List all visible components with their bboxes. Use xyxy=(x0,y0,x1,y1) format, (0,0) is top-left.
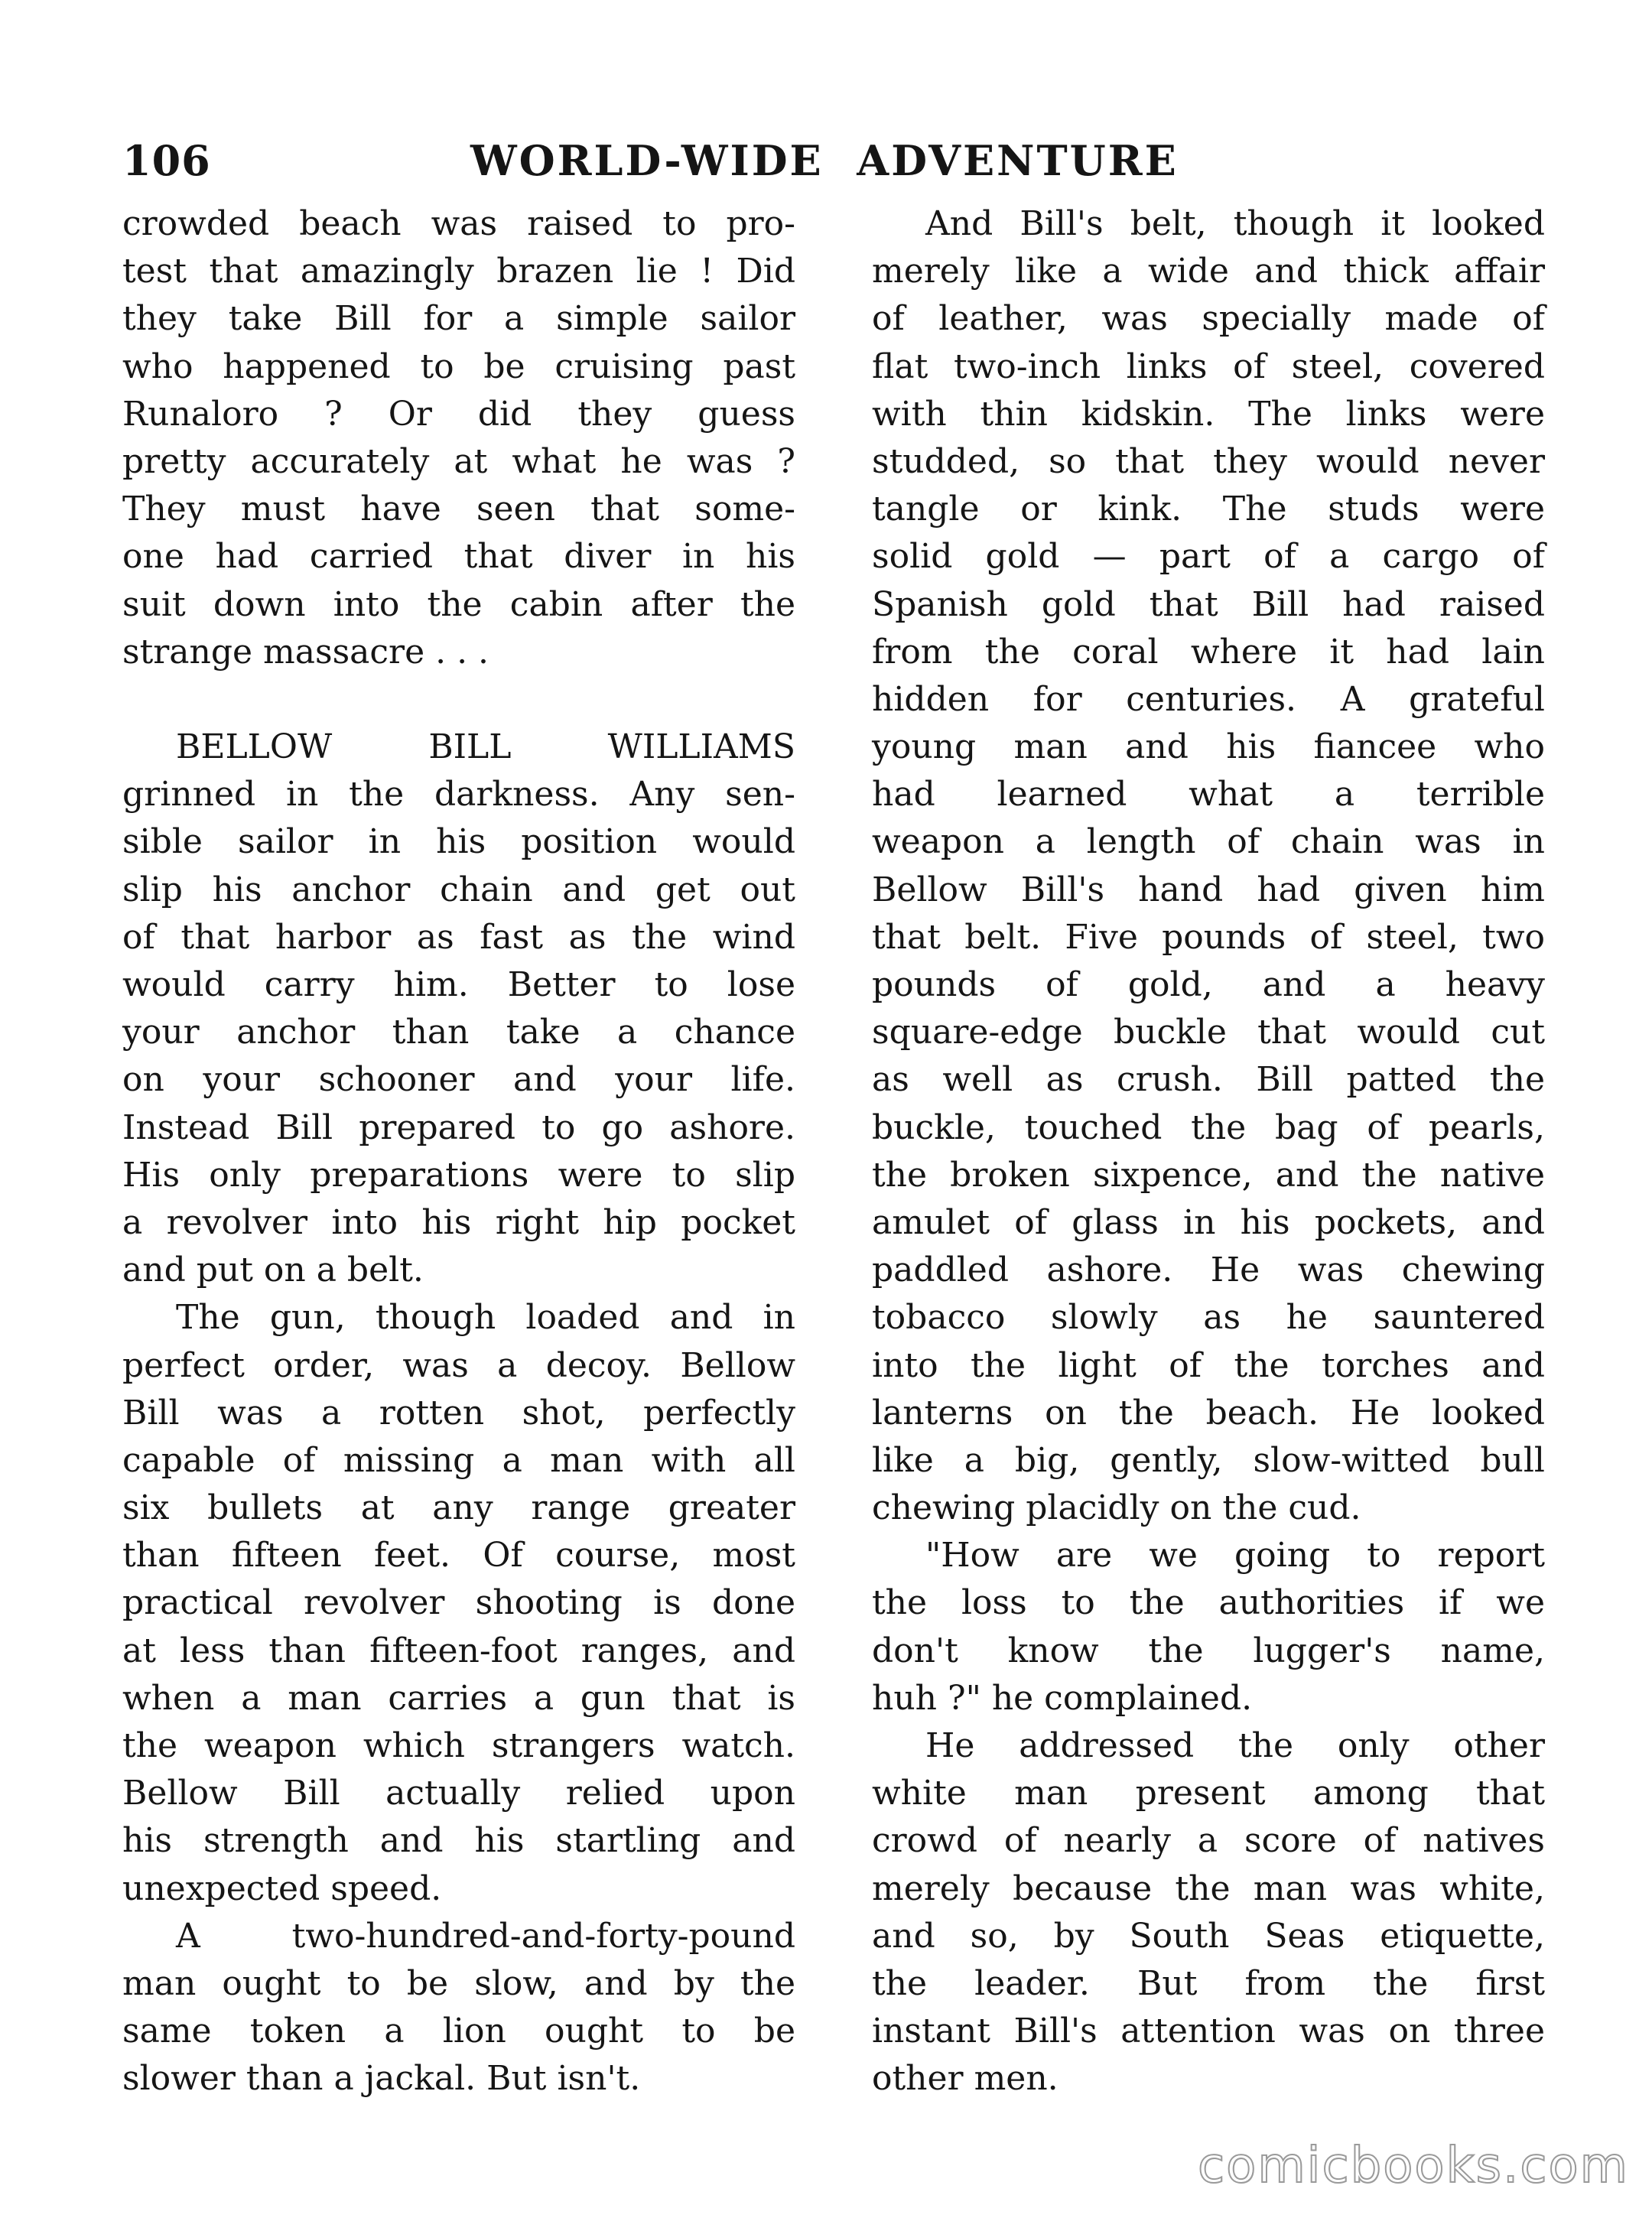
text-line: Bellow Bill actually relied upon xyxy=(122,1774,795,1813)
text-line: And Bill's belt, though it looked xyxy=(925,204,1545,243)
text-line: his strength and his startling and xyxy=(122,1821,795,1861)
text-line: your anchor than take a chance xyxy=(122,1013,795,1052)
text-line: white man present among that xyxy=(872,1774,1545,1813)
text-line: would carry him. Better to lose xyxy=(122,965,795,1004)
text-line: instant Bill's attention was on three xyxy=(872,2011,1545,2051)
text-line: a revolver into his right hip pocket xyxy=(122,1202,795,1242)
text-line: grinned in the darkness. Any sen- xyxy=(122,775,795,815)
text-line: A two-hundred-and-forty-pound xyxy=(176,1916,795,1956)
text-line: into the light of the torches and xyxy=(872,1345,1545,1385)
text-line: like a big, gently, slow-witted bull xyxy=(872,1440,1545,1480)
text-line: practical revolver shooting is done xyxy=(122,1583,795,1623)
text-line: huh ?" he complained. xyxy=(872,1678,1253,1718)
text-line: He addressed the only other xyxy=(925,1726,1545,1765)
text-line: pounds of gold, and a heavy xyxy=(872,965,1545,1004)
page-number: 106 xyxy=(122,136,211,185)
text-line: and put on a belt. xyxy=(122,1250,424,1290)
text-line: lanterns on the beach. He looked xyxy=(872,1393,1545,1433)
text-line: the leader. But from the first xyxy=(872,1963,1545,2003)
text-line: perfect order, was a decoy. Bellow xyxy=(122,1345,795,1385)
text-line: chewing placidly on the cud. xyxy=(872,1488,1361,1528)
text-line: other men. xyxy=(872,2059,1059,2099)
page-header xyxy=(122,136,1178,197)
text-line: from the coral where it had lain xyxy=(872,632,1545,672)
text-line: crowded beach was raised to pro- xyxy=(122,204,795,243)
text-line: slower than a jackal. But isn't. xyxy=(122,2059,641,2099)
text-line: of leather, was specially made of xyxy=(872,299,1545,339)
text-line: with thin kidskin. The links were xyxy=(872,394,1545,434)
text-line: strange massacre . . . xyxy=(122,632,489,672)
text-line: they take Bill for a simple sailor xyxy=(122,299,795,339)
text-line: crowd of nearly a score of natives xyxy=(872,1821,1545,1861)
text-line: tangle or kink. The studs were xyxy=(872,489,1545,529)
text-line: merely like a wide and thick affair xyxy=(872,252,1545,291)
text-line: had learned what a terrible xyxy=(872,775,1545,815)
text-line: slip his anchor chain and get out xyxy=(122,870,795,909)
text-line: suit down into the cabin after the xyxy=(122,584,795,624)
text-line: than fifteen feet. Of course, most xyxy=(122,1536,795,1576)
text-line: when a man carries a gun that is xyxy=(122,1678,795,1718)
text-line xyxy=(122,676,795,724)
text-line: test that amazingly brazen lie ! Did xyxy=(122,252,795,291)
text-line: capable of missing a man with all xyxy=(122,1440,795,1480)
text-line: solid gold — part of a cargo of xyxy=(872,537,1545,577)
text-line: Bill was a rotten shot, perfectly xyxy=(122,1393,795,1433)
text-line: buckle, touched the bag of pearls, xyxy=(872,1107,1545,1147)
text-line: who happened to be cruising past xyxy=(122,346,795,386)
text-line: six bullets at any range greater xyxy=(122,1488,795,1528)
text-line: the loss to the authorities if we xyxy=(872,1583,1545,1623)
text-line: don't know the lugger's name, xyxy=(872,1631,1545,1670)
text-line: merely because the man was white, xyxy=(872,1868,1545,1908)
text-line: pretty accurately at what he was ? xyxy=(122,441,795,481)
text-line: flat two-inch links of steel, covered xyxy=(872,346,1545,386)
text-line: Instead Bill prepared to go ashore. xyxy=(122,1107,795,1147)
text-line: on your schooner and your life. xyxy=(122,1060,795,1100)
text-line: weapon a length of chain was in xyxy=(872,822,1545,862)
text-line: of that harbor as fast as the wind xyxy=(122,917,795,957)
text-line: hidden for centuries. A grateful xyxy=(872,679,1545,719)
text-line: same token a lion ought to be xyxy=(122,2011,795,2051)
text-line: the weapon which strangers watch. xyxy=(122,1726,795,1765)
text-line: paddled ashore. He was chewing xyxy=(872,1250,1545,1290)
text-line: Bellow Bill's hand had given him xyxy=(872,870,1545,909)
text-line: as well as crush. Bill patted the xyxy=(872,1060,1545,1100)
text-line: young man and his fiancee who xyxy=(872,727,1545,767)
text-line: They must have seen that some- xyxy=(122,489,795,529)
text-line: Spanish gold that Bill had raised xyxy=(872,584,1545,624)
text-line: and so, by South Seas etiquette, xyxy=(872,1916,1545,1956)
text-line: Runaloro ? Or did they guess xyxy=(122,394,795,434)
text-line: studded, so that they would never xyxy=(872,441,1545,481)
text-line: man ought to be slow, and by the xyxy=(122,1963,795,2003)
text-line: at less than fifteen-foot ranges, and xyxy=(122,1631,795,1670)
watermark-logo: comicbooks.com xyxy=(1197,2138,1629,2194)
left-column xyxy=(122,200,795,2103)
text-line: that belt. Five pounds of steel, two xyxy=(872,917,1545,957)
text-line: "How are we going to report xyxy=(925,1536,1545,1576)
text-line: tobacco slowly as he sauntered xyxy=(872,1298,1545,1338)
text-line: sible sailor in his position would xyxy=(122,822,795,862)
running-title: WORLD-WIDE ADVENTURE xyxy=(470,136,1179,185)
text-line: BELLOW BILL WILLIAMS xyxy=(176,727,795,767)
text-line: His only preparations were to slip xyxy=(122,1155,795,1195)
text-line: square-edge buckle that would cut xyxy=(872,1013,1545,1052)
right-column xyxy=(872,200,1545,2103)
text-line: one had carried that diver in his xyxy=(122,537,795,577)
text-line: the broken sixpence, and the native xyxy=(872,1155,1545,1195)
text-line: amulet of glass in his pockets, and xyxy=(872,1202,1545,1242)
text-line: The gun, though loaded and in xyxy=(176,1298,795,1338)
text-line: unexpected speed. xyxy=(122,1868,442,1908)
